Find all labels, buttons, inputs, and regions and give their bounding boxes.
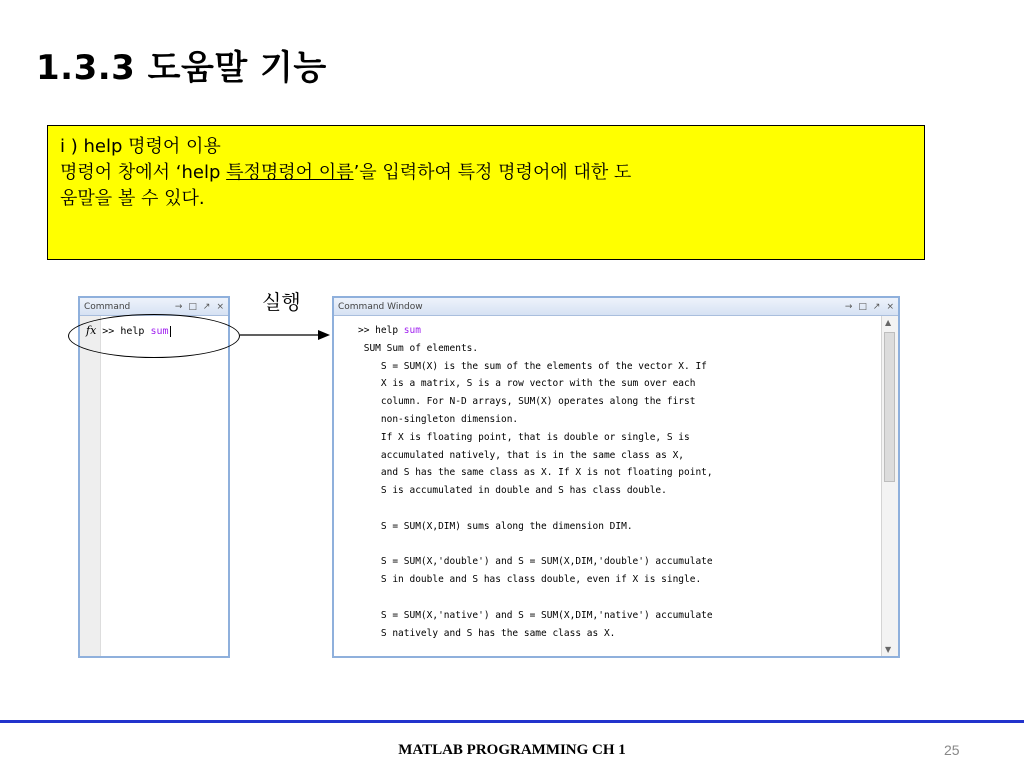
vertical-scrollbar[interactable] — [881, 316, 898, 656]
output-line: SUM Sum of elements. — [358, 342, 479, 354]
output-line — [358, 589, 872, 607]
output-line: X is a matrix, S is a row vector with the sum over each — [358, 378, 696, 390]
arrow-icon — [240, 325, 330, 345]
note-line-3: 움말을 볼 수 있다. — [60, 188, 205, 209]
output-line: and S has the same class as X. If X is not floating point, — [358, 467, 713, 479]
output-line — [358, 536, 872, 554]
big-prompt-line — [358, 322, 872, 340]
output-line: S = SUM(X) is the sum of the elements of the vector X. If — [358, 360, 707, 372]
small-prompt-text: >> help — [102, 326, 151, 337]
note-line-1: i ) help 명령어 이용 — [60, 136, 221, 157]
slide-title: 1.3.3 도움말 기능 — [36, 48, 327, 88]
output-line: non-singleton dimension. — [358, 413, 519, 425]
close-icon[interactable]: × — [886, 301, 894, 312]
undock-icon[interactable]: → — [844, 301, 853, 312]
small-window-title: Command — [84, 301, 131, 312]
note-line-2 — [60, 160, 912, 186]
dock-icon[interactable]: ↗ — [872, 301, 881, 312]
function-fx-icon[interactable]: fx — [86, 324, 97, 337]
note-line-2-start: 명령어 창에서 ‘help — [60, 162, 227, 183]
output-line — [358, 500, 872, 518]
maximize-icon[interactable]: □ — [858, 301, 867, 312]
note-line-2-end: ’을 입력하여 특정 명령어에 대한 도 — [353, 162, 632, 183]
scroll-down-icon[interactable]: ▼ — [885, 645, 892, 654]
help-output-lines — [358, 340, 872, 643]
scrollbar-thumb[interactable] — [884, 332, 895, 482]
execute-label: 실행 — [262, 290, 301, 314]
big-prompt-text: >> help — [358, 325, 404, 336]
big-command-window — [332, 296, 900, 658]
footer-title: MATLAB PROGRAMMING CH 1 — [398, 742, 626, 758]
output-line: accumulated natively, that is in the same class as X, — [358, 449, 685, 461]
footer-divider — [0, 720, 1024, 723]
close-icon[interactable]: × — [216, 301, 224, 312]
undock-icon[interactable]: → — [174, 301, 183, 312]
output-line: S = SUM(X,'native') and S = SUM(X,DIM,'native') accumulate — [358, 609, 713, 621]
help-note-box — [47, 125, 925, 260]
note-underlined-term: 특정명령어 이름 — [226, 162, 354, 183]
output-line: S natively and S has the same class as X. — [358, 627, 616, 639]
big-command-keyword: sum — [403, 325, 421, 336]
big-window-title: Command Window — [338, 301, 423, 312]
output-line: If X is floating point, that is double or single, S is — [358, 431, 690, 443]
command-output[interactable] — [334, 316, 882, 656]
output-line: S = SUM(X,DIM) sums along the dimension DIM. — [358, 520, 633, 532]
output-line: S in double and S has class double, even if X is single. — [358, 574, 702, 586]
output-line: S = SUM(X,'double') and S = SUM(X,DIM,'double') accumulate — [358, 556, 713, 568]
output-line: S is accumulated in double and S has class double. — [358, 485, 667, 497]
big-window-titlebar — [334, 298, 898, 316]
scroll-up-icon[interactable]: ▲ — [885, 318, 892, 327]
page-number: 25 — [944, 742, 960, 758]
output-line: column. For N-D arrays, SUM(X) operates along the first — [358, 396, 696, 408]
dock-icon[interactable]: ↗ — [202, 301, 211, 312]
small-command-keyword: sum — [150, 326, 169, 337]
maximize-icon[interactable]: □ — [188, 301, 197, 312]
highlight-ellipse — [68, 314, 240, 358]
small-window-gutter — [80, 316, 101, 656]
